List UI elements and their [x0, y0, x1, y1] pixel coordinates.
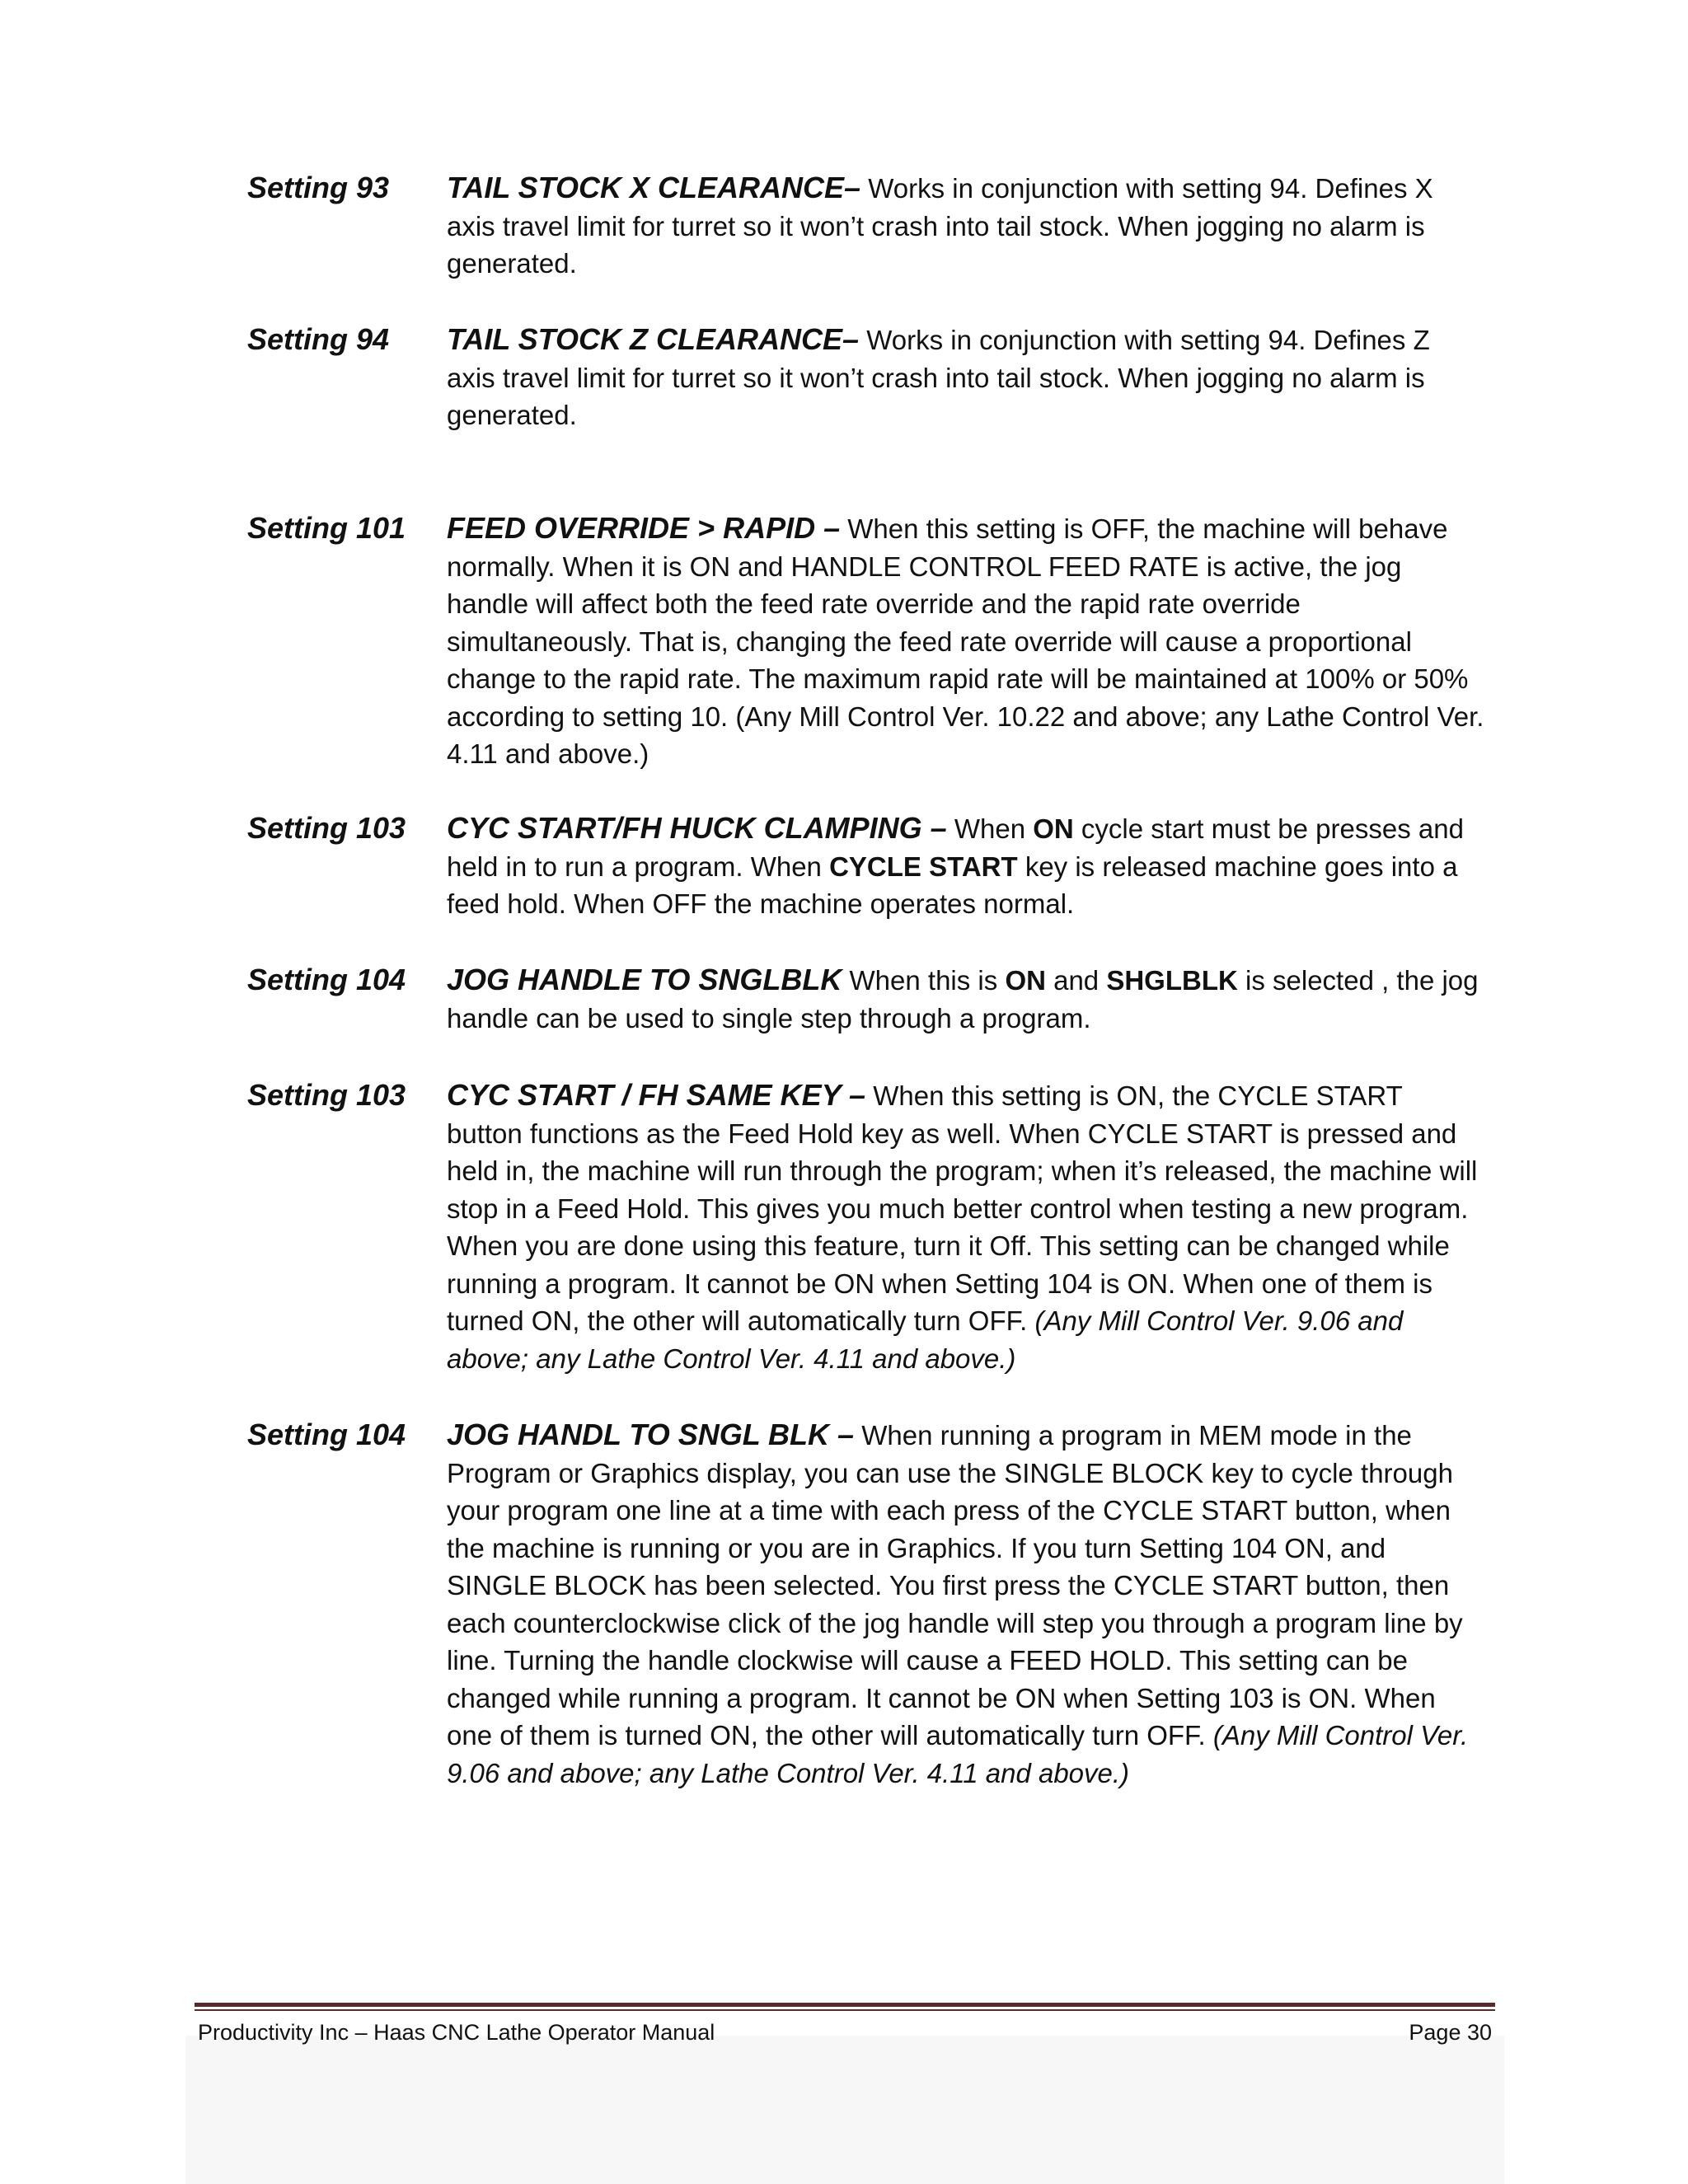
setting-label: Setting 94 — [247, 322, 390, 356]
setting-label: Setting 103 — [247, 1078, 406, 1112]
setting-body-italic: (Any Mill Control Ver. 9.06 and above; any Lathe Control Ver. 4.11 and above.) — [447, 1720, 1469, 1788]
setting-description — [447, 169, 1485, 283]
setting-description — [447, 961, 1485, 1037]
setting-body-text: When this setting is OFF, the machine will behave normally. When it is ON and HANDLE CONTROL FEED RATE is active, the jog handle will affect both the feed rate override and the rapid rate override simultaneously. That is, changing the feed rate override will cause a proportional change to the rapid rate. The maximum rapid rate will be maintained at 100% or 50% according to setting 10. (Any Mill Control Ver. 10.22 and above; any Lathe Control Ver. 4.11 and above.) — [447, 513, 1484, 769]
setting-description — [447, 1416, 1485, 1792]
setting-description — [447, 321, 1485, 434]
footer-divider — [195, 2003, 1495, 2007]
footer-background — [185, 2036, 1504, 2184]
setting-title: CYC START / FH SAME KEY – — [447, 1078, 866, 1112]
setting-label: Setting 93 — [247, 171, 390, 204]
setting-body-text: and — [1045, 965, 1107, 996]
setting-body-text: cycle start must be presses and held in to run a program. When — [447, 813, 1464, 882]
setting-title: JOG HANDL TO SNGL BLK – — [447, 1418, 855, 1451]
setting-title: CYC START/FH HUCK CLAMPING – — [447, 811, 947, 845]
footer-manual-title: Productivity Inc – Haas CNC Lathe Operator Manual — [198, 2020, 715, 2045]
footer-divider-thin — [195, 2009, 1495, 2011]
setting-body-text: When running a program in MEM mode in the Program or Graphics display, you can use the SINGLE BLOCK key to cycle through your program one line at a time with each press of the CYCLE START button, when the machine is running or you are in Graphics. If you turn Setting 104 ON, and SINGLE BLOCK has been selected. You first press the CYCLE START button, then each counterclockwise click of the jog handle will step you through a program line by line. Turning the handle clockwise will cause a FEED HOLD. This setting can be changed while running a program. It cannot be ON when Setting 103 is ON. When one of them is turned ON, the other will automatically turn OFF. — [447, 1420, 1463, 1750]
setting-body-text: When this setting is ON, the CYCLE START button functions as the Feed Hold key as well. When CYCLE START is pressed and held in, the machine will run through the program; when it’s released, the machine will stop in a Feed Hold. This gives you much better control when testing a new program. When you are done using this feature, turn it Off. This setting can be changed while running a program. It cannot be ON when Setting 104 is ON. When one of them is turned ON, the other will automatically turn OFF. — [447, 1080, 1478, 1336]
setting-label: Setting 101 — [247, 511, 406, 545]
setting-body-bold: ON — [1005, 965, 1046, 996]
setting-label: Setting 104 — [247, 1418, 406, 1451]
setting-label: Setting 103 — [247, 811, 406, 845]
setting-label: Setting 104 — [247, 963, 406, 996]
setting-body-italic: (Any Mill Control Ver. 9.06 and above; any Lathe Control Ver. 4.11 and above.) — [447, 1305, 1404, 1374]
setting-body-text: is selected , the jog handle can be used to single step through a program. — [447, 965, 1479, 1033]
setting-title: TAIL STOCK X CLEARANCE– — [447, 171, 861, 204]
setting-body-bold: ON — [1033, 813, 1074, 844]
setting-body-text: Works in conjunction with setting 94. Defines Z axis travel limit for turret so it won’t crash into tail stock. When jogging no alarm is generated. — [447, 325, 1430, 430]
footer-page-number: Page 30 — [1409, 2020, 1492, 2045]
setting-body-bold: CYCLE START — [829, 851, 1018, 882]
setting-description — [447, 509, 1485, 773]
setting-body-text: When — [946, 813, 1034, 844]
setting-title: FEED OVERRIDE > RAPID – — [447, 511, 841, 545]
setting-body-text: When this is — [842, 965, 1006, 996]
setting-title: TAIL STOCK Z CLEARANCE– — [447, 322, 860, 356]
setting-title: JOG HANDLE TO SNGLBLK — [447, 963, 842, 996]
setting-body-text: key is released machine goes into a feed hold. When OFF the machine operates normal. — [447, 851, 1458, 919]
setting-body-bold: SHGLBLK — [1106, 965, 1238, 996]
setting-body-text: Works in conjunction with setting 94. Defines X axis travel limit for turret so it won’t crash into tail stock. When jogging no alarm is generated. — [447, 173, 1433, 279]
setting-description — [447, 1076, 1485, 1377]
setting-description — [447, 809, 1485, 923]
